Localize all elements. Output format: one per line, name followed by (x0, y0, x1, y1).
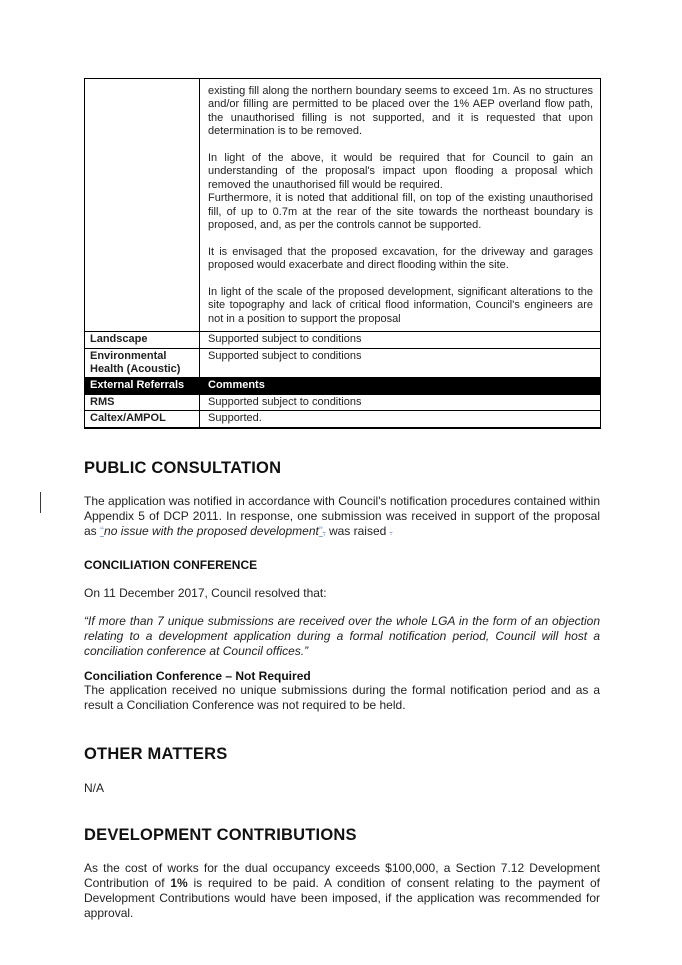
table-row-external-referrals-header (85, 378, 601, 394)
section-heading-conciliation-conference: CONCILIATION CONFERENCE (84, 557, 258, 572)
dc-text-before: As the cost of works for the dual occupancy exceeds $100,000, a Section 7.12 Development Contribution of (84, 860, 600, 890)
table-row-continuation (85, 79, 601, 332)
section-heading-other-matters: OTHER MATTERS (84, 744, 228, 763)
referral-label: RMS (85, 394, 200, 410)
cell-paragraph: In light of the above, it would be required that for Council to gain an understanding of the proposal's impact upon flooding a proposal which removed the unauthorised fill would be required. (208, 152, 593, 191)
referral-label: Environmental Health (Acoustic) (85, 348, 200, 378)
referral-comment: Supported subject to conditions (200, 348, 601, 378)
table-row-landscape (85, 332, 601, 348)
table-row-rms (85, 394, 601, 410)
public-consultation-paragraph (84, 494, 600, 540)
section-heading-public-consultation: PUBLIC CONSULTATION (84, 458, 282, 477)
referral-comment: Supported subject to conditions (200, 332, 601, 348)
referral-label: Caltex/AMPOL (85, 411, 200, 428)
cell-paragraph: existing fill along the northern boundary seems to exceed 1m. As no structures and/or filling are permitted to be placed over the 1% AEP overland flow path, the unauthorised filling is not supported, and it is requested that upon determination is to be removed. (208, 85, 593, 138)
pc-inserted-open-quote: “ (100, 523, 105, 538)
pc-text-tail: was raised (325, 523, 390, 538)
pc-text-lead: The application was notified in accordance with Council's notification procedures contained within Appendix 5 of DCP 2011. In response, one submission was received in support of the proposal as (84, 493, 600, 538)
external-referrals-header-comments: Comments (200, 378, 601, 394)
conciliation-resolution-quote: “If more than 7 unique submissions are received over the whole LGA in the form of an objection relating to a development application during a formal notification period, Council will host a conciliation conference at Council offices.” (84, 613, 600, 658)
pc-inserted-close-quote: ” (318, 523, 323, 538)
conciliation-body: The application received no unique submissions during the formal notification period and as a result a Conciliation Conference was not required to be held. (84, 682, 600, 712)
tracked-change-bar (40, 492, 41, 513)
dc-text-after: is required to be paid. A condition of consent relating to the payment of Development Contributions would have been imposed, if the application was recommended for approval. (84, 875, 600, 920)
referral-comment: Supported. (200, 411, 601, 428)
table-row-caltex-ampol (85, 411, 601, 428)
cell-paragraph: In light of the scale of the proposed development, significant alterations to the site topography and lack of critical flood information, Council's engineers are not in a position to support the proposal (208, 286, 593, 325)
table-row-environmental-health (85, 348, 601, 378)
pc-deleted-mark: . (389, 526, 393, 538)
table-cell-engineering-comments (200, 79, 601, 332)
external-referrals-header-label: External Referrals (85, 378, 200, 394)
cell-paragraph: Furthermore, it is noted that additional fill, on top of the existing unauthorised fill, of up to 0.7m at the rear of the site towards the northeast boundary is proposed, and, as per the controls cannot be supported. (208, 192, 593, 232)
referral-label: Landscape (85, 332, 200, 348)
referrals-table (84, 78, 601, 429)
table-cell-empty-label (85, 79, 200, 332)
other-matters-body: N/A (84, 780, 105, 795)
cell-paragraph: It is envisaged that the proposed excavation, for the driveway and garages proposed would exacerbate and direct flooding within the site. (208, 245, 593, 272)
referral-comment: Supported subject to conditions (200, 394, 601, 410)
document-content (84, 78, 600, 921)
development-contributions-paragraph (84, 861, 600, 921)
section-heading-development-contributions: DEVELOPMENT CONTRIBUTIONS (84, 825, 357, 844)
dc-bold-percentage: 1% (170, 875, 188, 890)
conciliation-intro: On 11 December 2017, Council resolved that: (84, 585, 327, 600)
pc-quoted-text: no issue with the proposed development (104, 523, 319, 538)
pc-deleted-mark: , (322, 526, 326, 538)
conciliation-sub-heading: Conciliation Conference – Not Required (84, 668, 311, 683)
